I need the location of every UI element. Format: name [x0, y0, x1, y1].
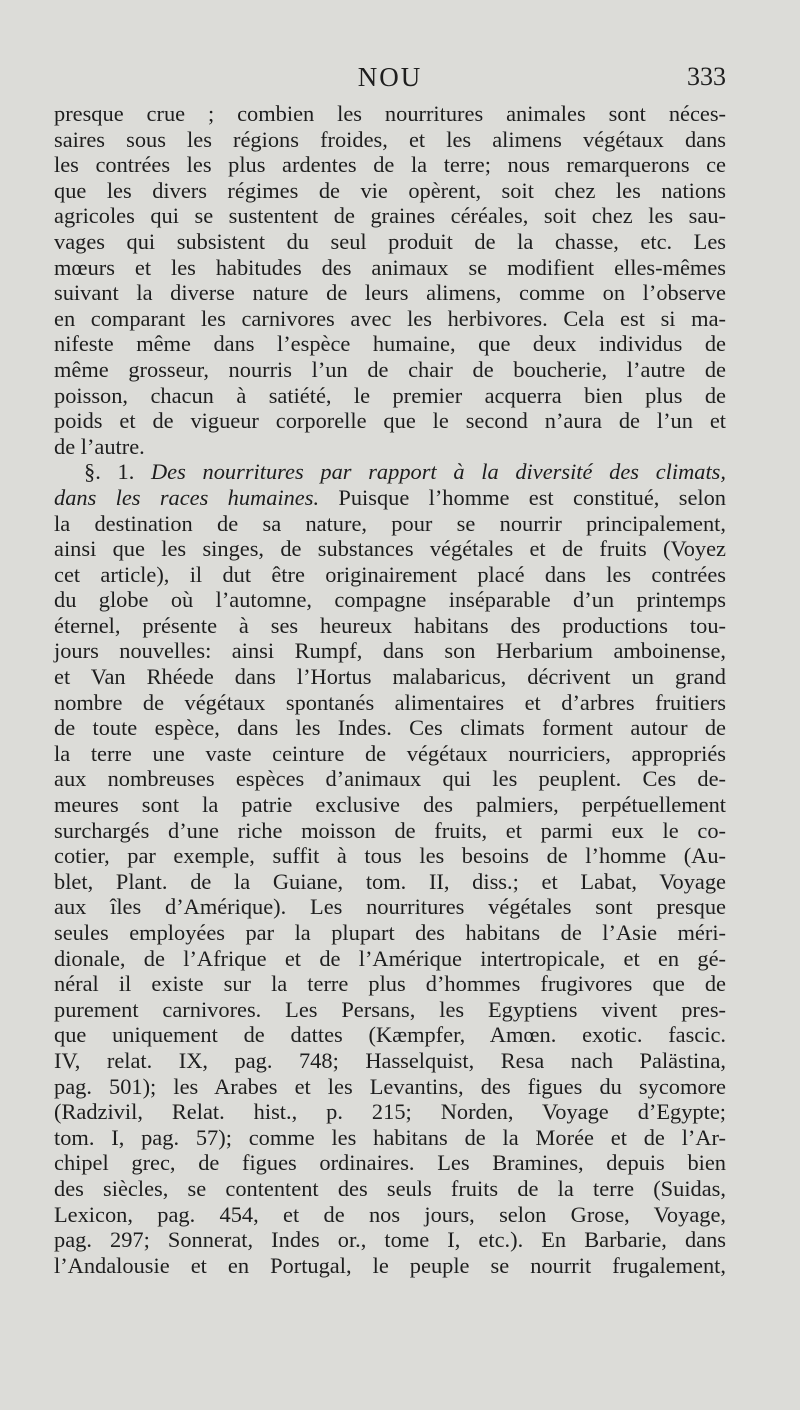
text-line: suivant la diverse nature de leurs alimens, comme on l’observe [54, 280, 726, 306]
text-line: que les divers régimes de vie opèrent, soit chez les nations [54, 177, 726, 203]
text-line: ainsi que les singes, de substances végétales et de fruits (Voyez [54, 536, 726, 562]
running-head: NOU [357, 62, 423, 92]
text-line: l’Andalousie et en Portugal, le peuple se nourrit frugalement, [54, 1252, 726, 1278]
text-line: presque crue ; combien les nourritures animales sont néces- [54, 101, 726, 126]
text-line: en comparant les carnivores avec les herbivores. Cela est si ma- [54, 305, 726, 331]
page-header [54, 62, 726, 96]
text-line: agricoles qui se sustentent de graines céréales, soit chez les sau- [54, 203, 726, 229]
text-line: meures sont la patrie exclusive des palmiers, perpétuellement [54, 792, 726, 818]
text-line: poisson, chacun à satiété, le premier acquerra bien plus de [54, 382, 726, 408]
text-line: aux îles d’Amérique). Les nourritures végétales sont presque [54, 894, 726, 920]
text-line: de l’autre. [54, 433, 145, 459]
text-line: chipel grec, de figues ordinaires. Les Bramines, depuis bien [54, 1150, 726, 1176]
section-heading-line [54, 485, 726, 511]
text-line: seules employées par la plupart des habitans de l’Asie méri- [54, 920, 726, 945]
text-line: aux nombreuses espèces d’animaux qui les peuplent. Ces de- [54, 766, 726, 792]
text-line: poids et de vigueur corporelle que le second n’aura de l’un et [54, 408, 726, 434]
section-title-cont: dans les races humaines. [54, 484, 320, 510]
text-line: les contrées les plus ardentes de la terre; nous remarquerons ce [54, 152, 726, 178]
text-line: (Radzivil, Relat. hist., p. 215; Norden, Voyage d’Egypte; [54, 1099, 726, 1125]
text-line: pag. 501); les Arabes et les Levantins, des figues du sycomore [54, 1073, 726, 1099]
text-line: cet article), il dut être originairement placé dans les contrées [54, 561, 726, 587]
text-line: de toute espèce, dans les Indes. Ces climats forment autour de [54, 715, 726, 741]
section-number: §. 1. [84, 459, 135, 485]
text-line: même grosseur, nourris l’un de chair de boucherie, l’autre de [54, 356, 726, 382]
text-line: nifeste même dans l’espèce humaine, que deux individus de [54, 331, 726, 357]
text-line: dionale, de l’Afrique et de l’Amérique intertropicale, et en gé- [54, 945, 726, 971]
body-text [54, 101, 726, 1278]
text-line: éternel, présente à ses heureux habitans des productions tou- [54, 612, 726, 638]
text-line: cotier, par exemple, suffit à tous les besoins de l’homme (Au- [54, 843, 726, 869]
section-heading-line [54, 459, 726, 485]
text-line: IV, relat. IX, pag. 748; Hasselquist, Resa nach Palästina, [54, 1047, 726, 1073]
section-text: Puisque l’homme est constitué, selon [338, 484, 726, 510]
text-line: et Van Rhéede dans l’Hortus malabaricus, décrivent un grand [54, 664, 726, 690]
text-line: tom. I, pag. 57); comme les habitans de la Morée et de l’Ar- [54, 1124, 726, 1150]
text-line: néral il existe sur la terre plus d’hommes frugivores que de [54, 971, 726, 997]
text-line: vages qui subsistent du seul produit de la chasse, etc. Les [54, 228, 726, 254]
text-line: la terre une vaste ceinture de végétaux nourriciers, appropriés [54, 740, 726, 766]
text-line: que uniquement de dattes (Kæmpfer, Amœn. exotic. fascic. [54, 1022, 726, 1048]
text-line: saires sous les régions froides, et les alimens végétaux dans [54, 126, 726, 152]
section-title: Des nourritures par rapport à la diversité des climats, [151, 459, 726, 485]
text-line: des siècles, se contentent des seuls fruits de la terre (Suidas, [54, 1175, 726, 1201]
text-line: purement carnivores. Les Persans, les Egyptiens vivent pres- [54, 996, 726, 1022]
text-line: du globe où l’automne, compagne inséparable d’un printemps [54, 587, 726, 613]
text-line: blet, Plant. de la Guiane, tom. II, diss.; et Labat, Voyage [54, 868, 726, 894]
text-line: nombre de végétaux spontanés alimentaires et d’arbres fruitiers [54, 689, 726, 715]
text-line: la destination de sa nature, pour se nourrir principalement, [54, 510, 726, 536]
text-line: jours nouvelles: ainsi Rumpf, dans son Herbarium amboinense, [54, 638, 726, 664]
text-line: Lexicon, pag. 454, et de nos jours, selon Grose, Voyage, [54, 1201, 726, 1227]
text-line: pag. 297; Sonnerat, Indes or., tome I, etc.). En Barbarie, dans [54, 1227, 726, 1253]
text-line: mœurs et les habitudes des animaux se modifient elles-mêmes [54, 254, 726, 280]
text-line: surchargés d’une riche moisson de fruits, et parmi eux le co- [54, 817, 726, 843]
page-number: 333 [687, 62, 726, 91]
